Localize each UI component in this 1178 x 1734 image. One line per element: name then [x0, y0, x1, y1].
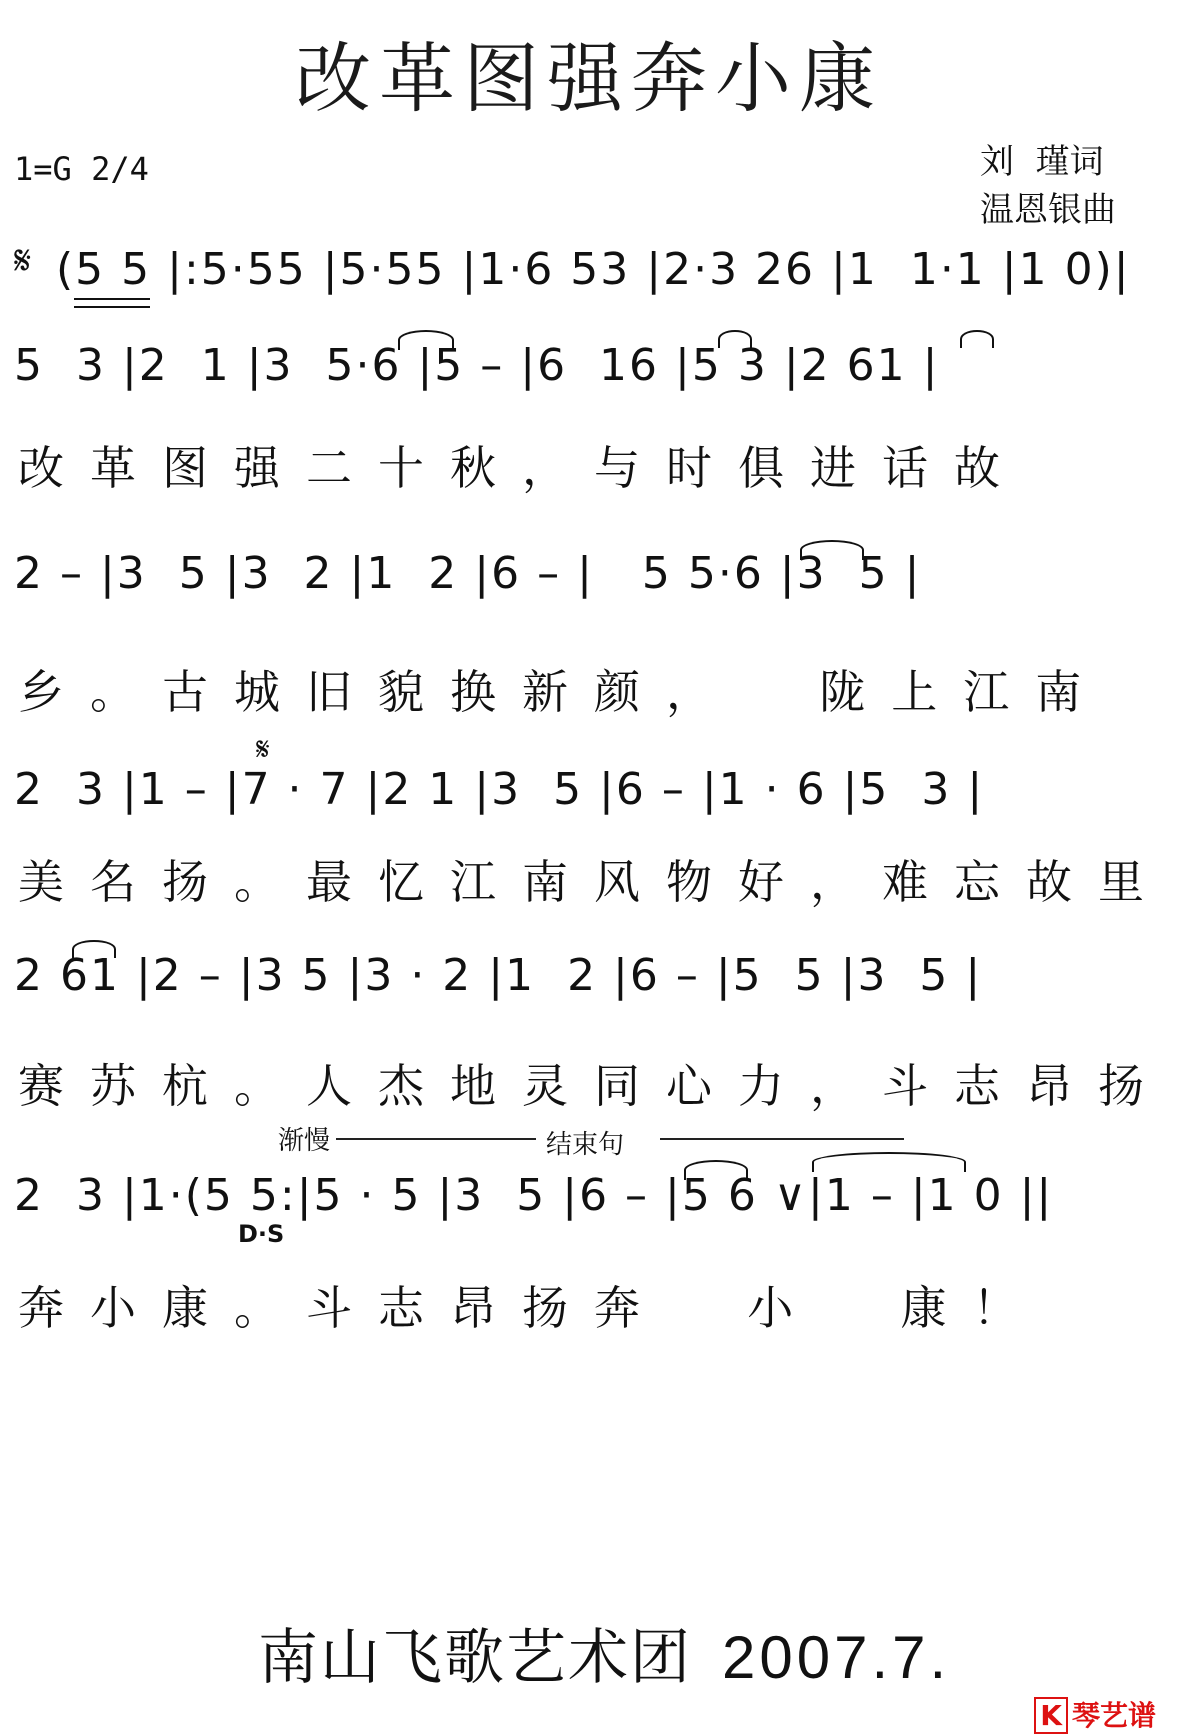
underline-mark — [74, 306, 150, 308]
lyrics-line-2: 改革图强二十秋，与时俱进话故 — [18, 441, 1026, 495]
tempo-line — [336, 1138, 536, 1140]
lyricist-credit: 刘 瑾词 — [980, 142, 1104, 182]
notes-line-4: 2 3 |1 – |7 · 7 |2 1 |3 5 |6 – |1 · 6 |5 3 | — [14, 764, 985, 815]
notes-line-6: 2 3 |1·(5 5:|5 · 5 |3 5 |6 – |5 6 ∨|1 – |1 0 || — [14, 1170, 1054, 1221]
slur-mark — [398, 330, 454, 350]
score-line-2 — [14, 340, 1154, 410]
slur-mark — [800, 540, 864, 560]
notes-line-5: 2 61 |2 – |3 5 |3 · 2 |1 2 |6 – |5 5 |3 5 | — [14, 950, 983, 1001]
lyrics-line-4: 美名扬。最忆江南风物好，难忘故里 — [18, 855, 1170, 909]
slur-mark — [72, 940, 116, 958]
group-name: 南山飞歌艺术团 — [258, 1623, 692, 1693]
ds-mark: D·S — [238, 1220, 285, 1248]
notes-line-1: (5 5 |:5·55 |5·55 |1·6 53 |2·3 26 |1 1·1 |1 0)| — [56, 244, 1131, 295]
score-line-5 — [14, 950, 1154, 1020]
notes-line-3: 2 – |3 5 |3 2 |1 2 |6 – | 5 5·6 |3 5 | — [14, 548, 922, 599]
segno-icon: 𝄋 — [14, 238, 32, 284]
tempo-mark: 渐慢 — [278, 1126, 331, 1156]
segno-icon: 𝄋 — [256, 730, 270, 768]
score-line-6 — [14, 1170, 1154, 1240]
tempo-line — [660, 1138, 904, 1140]
watermark-logo — [1034, 1694, 1156, 1734]
notes-line-2: 5 3 |2 1 |3 5·6 |5 – |6 16 |5 3 |2 61 | — [14, 340, 940, 391]
lyrics-line-5: 赛苏杭。人杰地灵同心力，斗志昂扬 — [18, 1059, 1170, 1113]
date: 2007.7. — [722, 1624, 951, 1691]
composer-credit: 温恩银曲 — [980, 190, 1116, 230]
song-title: 改革图强奔小康 — [295, 34, 883, 123]
slur-mark — [718, 330, 752, 348]
underline-mark — [74, 298, 150, 300]
lyrics-line-6: 奔小康。斗志昂扬奔 小 康！ — [18, 1281, 1045, 1335]
slur-mark — [960, 330, 994, 348]
ending-mark: 结束句 — [546, 1130, 625, 1160]
logo-icon: K — [1034, 1697, 1068, 1734]
watermark-text: 琴艺谱 — [1071, 1699, 1156, 1732]
slur-mark — [812, 1152, 966, 1172]
footer — [258, 1610, 950, 1696]
credits — [980, 138, 1116, 234]
lyrics-line-3: 乡。古城旧貌换新颜， 陇上江南 — [18, 665, 1108, 719]
key-time-signature: 1=G 2/4 — [14, 150, 149, 188]
slur-mark — [684, 1160, 748, 1180]
score-line-1 — [56, 244, 1178, 314]
score-line-4 — [14, 764, 1154, 834]
score-line-3 — [14, 548, 1154, 618]
